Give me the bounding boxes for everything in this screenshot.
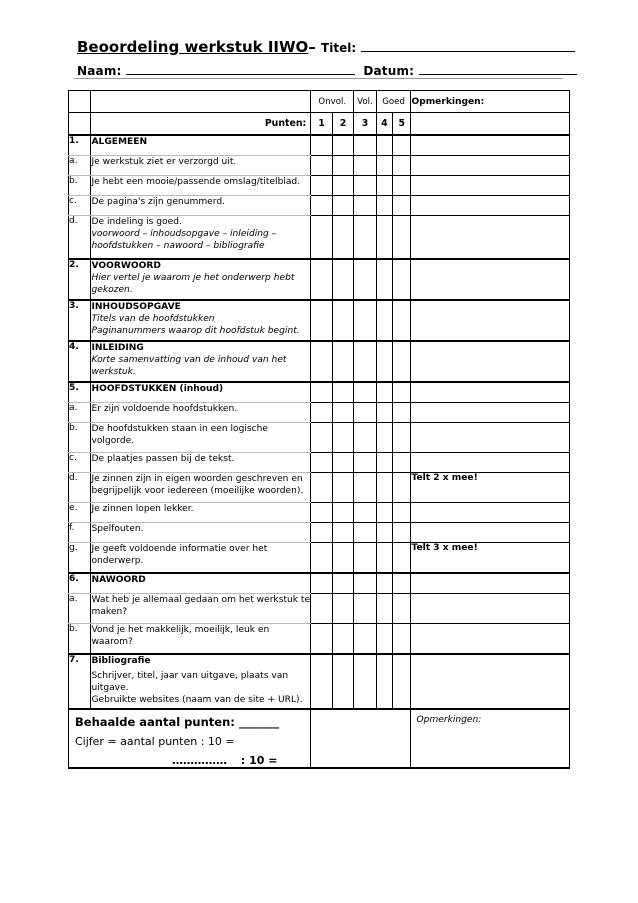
section-title: VOORWOORD — [91, 260, 161, 271]
criterion-sub: voorwoord – inhoudsopgave – inleiding – hoofdstukken – nawoord – bibliografie — [91, 229, 277, 251]
criterion-row — [69, 196, 570, 216]
criterion-letter: d. — [69, 473, 91, 503]
section-title: NAWOORD — [91, 573, 311, 594]
criterion-letter: c. — [69, 196, 91, 216]
score-cell[interactable] — [376, 654, 392, 709]
criterion-row — [69, 543, 570, 573]
score-cell[interactable] — [332, 654, 353, 709]
section-row — [69, 300, 570, 341]
score-cell[interactable] — [311, 300, 332, 341]
criterion-letter: b. — [69, 624, 91, 654]
date-field[interactable] — [419, 62, 577, 75]
criterion-letter: g. — [69, 543, 91, 573]
score-cell[interactable] — [376, 423, 392, 453]
section-text: Schrijver, titel, jaar van uitgave, plaats van uitgave. — [91, 670, 289, 693]
section-row — [69, 341, 570, 382]
remark-weight-3x: Telt 3 x mee! — [411, 543, 570, 573]
criterion-row — [69, 594, 570, 624]
score-cell[interactable] — [393, 573, 411, 594]
remarks-cell[interactable] — [411, 453, 570, 473]
score-cell[interactable] — [311, 654, 332, 709]
criterion-letter: f. — [69, 523, 91, 543]
remarks-cell[interactable] — [411, 403, 570, 423]
section-row — [69, 259, 570, 300]
section-row — [69, 573, 570, 594]
score-cell[interactable] — [354, 473, 376, 503]
point-5: 5 — [393, 113, 411, 135]
section-title: Bibliografie — [91, 655, 151, 666]
name-date-line — [77, 62, 577, 78]
score-cell[interactable] — [354, 135, 376, 156]
section-number: 6. — [69, 573, 91, 594]
title-dash: – — [308, 38, 316, 56]
grade-divide: : 10 = — [240, 753, 278, 767]
section-content — [91, 654, 311, 709]
score-cell[interactable] — [332, 403, 353, 423]
score-cell[interactable] — [393, 594, 411, 624]
score-cell[interactable] — [376, 523, 392, 543]
score-cell[interactable] — [311, 403, 332, 423]
score-cell[interactable] — [393, 654, 411, 709]
score-cell[interactable] — [376, 156, 392, 176]
section-number: 2. — [69, 259, 91, 300]
summary-score-area[interactable] — [311, 709, 411, 768]
name-field[interactable] — [126, 62, 355, 75]
section-content — [91, 259, 311, 300]
section-row — [69, 382, 570, 403]
score-cell[interactable] — [393, 216, 411, 259]
criterion-text: Spelfouten. — [91, 523, 311, 543]
remarks-cell[interactable] — [411, 176, 570, 196]
score-cell[interactable] — [311, 523, 332, 543]
score-cell[interactable] — [354, 503, 376, 523]
score-cell[interactable] — [376, 382, 392, 403]
section-content — [91, 341, 311, 382]
criterion-text: Je zinnen zijn in eigen woorden geschreven en begrijpelijk voor iedereen (moeilijke woorden). — [91, 473, 311, 503]
col-vol: Vol. — [354, 91, 376, 113]
score-cell[interactable] — [376, 196, 392, 216]
score-cell[interactable] — [376, 403, 392, 423]
title-field[interactable] — [361, 39, 575, 52]
section-title: INLEIDING — [91, 342, 144, 353]
section-sub: Hier vertel je waarom je het onderwerp hebt gekozen. — [91, 272, 295, 295]
score-cell[interactable] — [393, 473, 411, 503]
remarks-cell[interactable] — [411, 503, 570, 523]
score-cell[interactable] — [311, 382, 332, 403]
criterion-text: De hoofdstukken staan in een logische volgorde. — [91, 423, 311, 453]
score-cell[interactable] — [354, 156, 376, 176]
col-onvol: Onvol. — [311, 91, 354, 113]
score-cell[interactable] — [393, 259, 411, 300]
score-cell[interactable] — [311, 259, 332, 300]
section-sub: Korte samenvatting van de inhoud van het werkstuk. — [91, 354, 287, 377]
criterion-letter: c. — [69, 453, 91, 473]
score-cell[interactable] — [376, 594, 392, 624]
criterion-letter: e. — [69, 503, 91, 523]
score-cell[interactable] — [393, 341, 411, 382]
section-number: 4. — [69, 341, 91, 382]
grade-formula: Cijfer = aantal punten : 10 = — [75, 734, 235, 748]
score-cell[interactable] — [376, 135, 392, 156]
score-cell[interactable] — [393, 543, 411, 573]
score-cell[interactable] — [393, 196, 411, 216]
remarks-cell[interactable] — [411, 259, 570, 300]
score-cell[interactable] — [311, 453, 332, 473]
score-cell[interactable] — [354, 259, 376, 300]
score-cell[interactable] — [354, 624, 376, 654]
criterion-row — [69, 216, 570, 259]
criterion-letter: d. — [69, 216, 91, 259]
score-cell[interactable] — [332, 523, 353, 543]
score-cell[interactable] — [393, 382, 411, 403]
criterion-text: Je hebt een mooie/passende omslag/titelblad. — [91, 176, 311, 196]
remarks-cell[interactable] — [411, 423, 570, 453]
date-label: Datum: — [363, 64, 415, 78]
criterion-row — [69, 403, 570, 423]
score-cell[interactable] — [332, 543, 353, 573]
page-title: Beoordeling werkstuk IIWO — [77, 38, 309, 56]
remarks-cell[interactable] — [411, 382, 570, 403]
points-label: Punten: — [91, 113, 311, 135]
score-cell[interactable] — [393, 300, 411, 341]
score-cell[interactable] — [354, 573, 376, 594]
score-cell[interactable] — [311, 473, 332, 503]
score-cell[interactable] — [376, 624, 392, 654]
score-cell[interactable] — [393, 453, 411, 473]
score-cell[interactable] — [376, 473, 392, 503]
score-summary — [69, 709, 311, 768]
score-cell[interactable] — [332, 453, 353, 473]
score-cell[interactable] — [332, 594, 353, 624]
score-cell[interactable] — [354, 453, 376, 473]
score-cell[interactable] — [376, 216, 392, 259]
score-cell[interactable] — [354, 300, 376, 341]
score-cell[interactable] — [311, 594, 332, 624]
column-header-row — [69, 91, 570, 113]
point-2: 2 — [332, 113, 353, 135]
criterion-text: De pagina's zijn genummerd. — [91, 196, 311, 216]
score-cell[interactable] — [332, 135, 353, 156]
criterion-letter: b. — [69, 423, 91, 453]
section-number: 1. — [69, 135, 91, 156]
section-row — [69, 654, 570, 709]
score-cell[interactable] — [311, 176, 332, 196]
score-cell[interactable] — [376, 453, 392, 473]
score-cell[interactable] — [332, 382, 353, 403]
summary-remarks: Opmerkingen: — [411, 709, 570, 768]
score-cell[interactable] — [354, 176, 376, 196]
score-cell[interactable] — [311, 341, 332, 382]
score-cell[interactable] — [311, 196, 332, 216]
criterion-main: De indeling is goed. — [91, 217, 182, 227]
section-text: Gebruikte websites (naam van de site + URL). — [91, 694, 303, 705]
remarks-cell[interactable] — [411, 300, 570, 341]
score-cell[interactable] — [332, 300, 353, 341]
criterion-row — [69, 156, 570, 176]
score-cell[interactable] — [376, 543, 392, 573]
remarks-cell[interactable] — [411, 624, 570, 654]
score-cell[interactable] — [311, 573, 332, 594]
criterion-letter: a. — [69, 594, 91, 624]
score-cell[interactable] — [393, 503, 411, 523]
grade-dots: …………… — [172, 753, 227, 767]
score-cell[interactable] — [332, 176, 353, 196]
score-cell[interactable] — [311, 543, 332, 573]
remarks-cell[interactable] — [411, 573, 570, 594]
criterion-text: Vond je het makkelijk, moeilijk, leuk en waarom? — [91, 624, 311, 654]
score-cell[interactable] — [354, 594, 376, 624]
criterion-letter: a. — [69, 156, 91, 176]
score-cell[interactable] — [311, 216, 332, 259]
criterion-text — [91, 216, 311, 259]
score-cell[interactable] — [311, 423, 332, 453]
criterion-text: De plaatjes passen bij de tekst. — [91, 453, 311, 473]
remarks-cell[interactable] — [411, 654, 570, 709]
grade-calculation — [69, 748, 310, 767]
score-cell[interactable] — [311, 624, 332, 654]
score-cell[interactable] — [332, 259, 353, 300]
score-cell[interactable] — [393, 156, 411, 176]
score-cell[interactable] — [354, 341, 376, 382]
score-cell[interactable] — [354, 523, 376, 543]
criterion-row — [69, 503, 570, 523]
criterion-text: Je werkstuk ziet er verzorgd uit. — [91, 156, 311, 176]
score-cell[interactable] — [332, 473, 353, 503]
criterion-row — [69, 523, 570, 543]
section-title: INHOUDSOPGAVE — [91, 301, 181, 312]
score-cell[interactable] — [376, 300, 392, 341]
score-cell[interactable] — [376, 176, 392, 196]
score-cell[interactable] — [376, 573, 392, 594]
total-points-label: Behaalde aantal punten: _______ — [75, 714, 280, 729]
remarks-cell[interactable] — [411, 216, 570, 259]
section-row — [69, 135, 570, 156]
score-cell[interactable] — [393, 523, 411, 543]
score-cell[interactable] — [354, 654, 376, 709]
section-sub: Titels van de hoofdstukken — [91, 313, 215, 324]
score-cell[interactable] — [332, 503, 353, 523]
page-title-line — [77, 38, 575, 56]
score-cell[interactable] — [393, 135, 411, 156]
section-title: HOOFDSTUKKEN (inhoud) — [91, 382, 311, 403]
summary-row — [69, 709, 570, 768]
remarks-cell[interactable] — [411, 341, 570, 382]
point-4: 4 — [376, 113, 392, 135]
criterion-letter: a. — [69, 403, 91, 423]
section-number: 5. — [69, 382, 91, 403]
score-cell[interactable] — [311, 503, 332, 523]
title-label: Titel: — [321, 41, 357, 55]
score-cell[interactable] — [354, 196, 376, 216]
header-rule — [74, 78, 563, 79]
score-cell[interactable] — [332, 624, 353, 654]
point-3: 3 — [354, 113, 376, 135]
criterion-text: Er zijn voldoende hoofdstukken. — [91, 403, 311, 423]
remark-weight-2x: Telt 2 x mee! — [411, 473, 570, 503]
score-cell[interactable] — [354, 382, 376, 403]
remarks-cell[interactable] — [411, 523, 570, 543]
criterion-row — [69, 423, 570, 453]
remarks-cell[interactable] — [411, 156, 570, 176]
criterion-text: Je geeft voldoende informatie over het onderwerp. — [91, 543, 311, 573]
score-cell[interactable] — [354, 216, 376, 259]
score-cell[interactable] — [354, 403, 376, 423]
score-cell[interactable] — [393, 176, 411, 196]
score-cell[interactable] — [376, 503, 392, 523]
name-label: Naam: — [77, 64, 122, 78]
point-1: 1 — [311, 113, 332, 135]
section-number: 7. — [69, 654, 91, 709]
score-cell[interactable] — [332, 196, 353, 216]
criterion-letter: b. — [69, 176, 91, 196]
score-cell[interactable] — [354, 543, 376, 573]
score-cell[interactable] — [354, 423, 376, 453]
col-remarks: Opmerkingen: — [411, 91, 570, 113]
score-cell[interactable] — [332, 341, 353, 382]
score-cell[interactable] — [393, 403, 411, 423]
assessment-table — [68, 90, 570, 769]
criterion-row — [69, 453, 570, 473]
points-row — [69, 113, 570, 135]
section-number: 3. — [69, 300, 91, 341]
criterion-text: Wat heb je allemaal gedaan om het werkstuk te maken? — [91, 594, 311, 624]
score-cell[interactable] — [311, 135, 332, 156]
section-title: ALGEMEEN — [91, 135, 311, 156]
remarks-cell[interactable] — [411, 594, 570, 624]
score-cell[interactable] — [332, 573, 353, 594]
score-cell[interactable] — [393, 423, 411, 453]
score-cell[interactable] — [311, 156, 332, 176]
criterion-text: Je zinnen lopen lekker. — [91, 503, 311, 523]
criterion-row — [69, 624, 570, 654]
score-cell[interactable] — [332, 156, 353, 176]
col-goed: Goed — [376, 91, 411, 113]
score-cell[interactable] — [376, 341, 392, 382]
score-cell[interactable] — [332, 423, 353, 453]
criterion-row — [69, 176, 570, 196]
score-cell[interactable] — [393, 624, 411, 654]
remarks-cell[interactable] — [411, 196, 570, 216]
section-content — [91, 300, 311, 341]
score-cell[interactable] — [376, 259, 392, 300]
score-cell[interactable] — [332, 216, 353, 259]
section-sub: Paginanummers waarop dit hoofdstuk begint. — [91, 325, 300, 336]
criterion-row — [69, 473, 570, 503]
remarks-cell[interactable] — [411, 135, 570, 156]
